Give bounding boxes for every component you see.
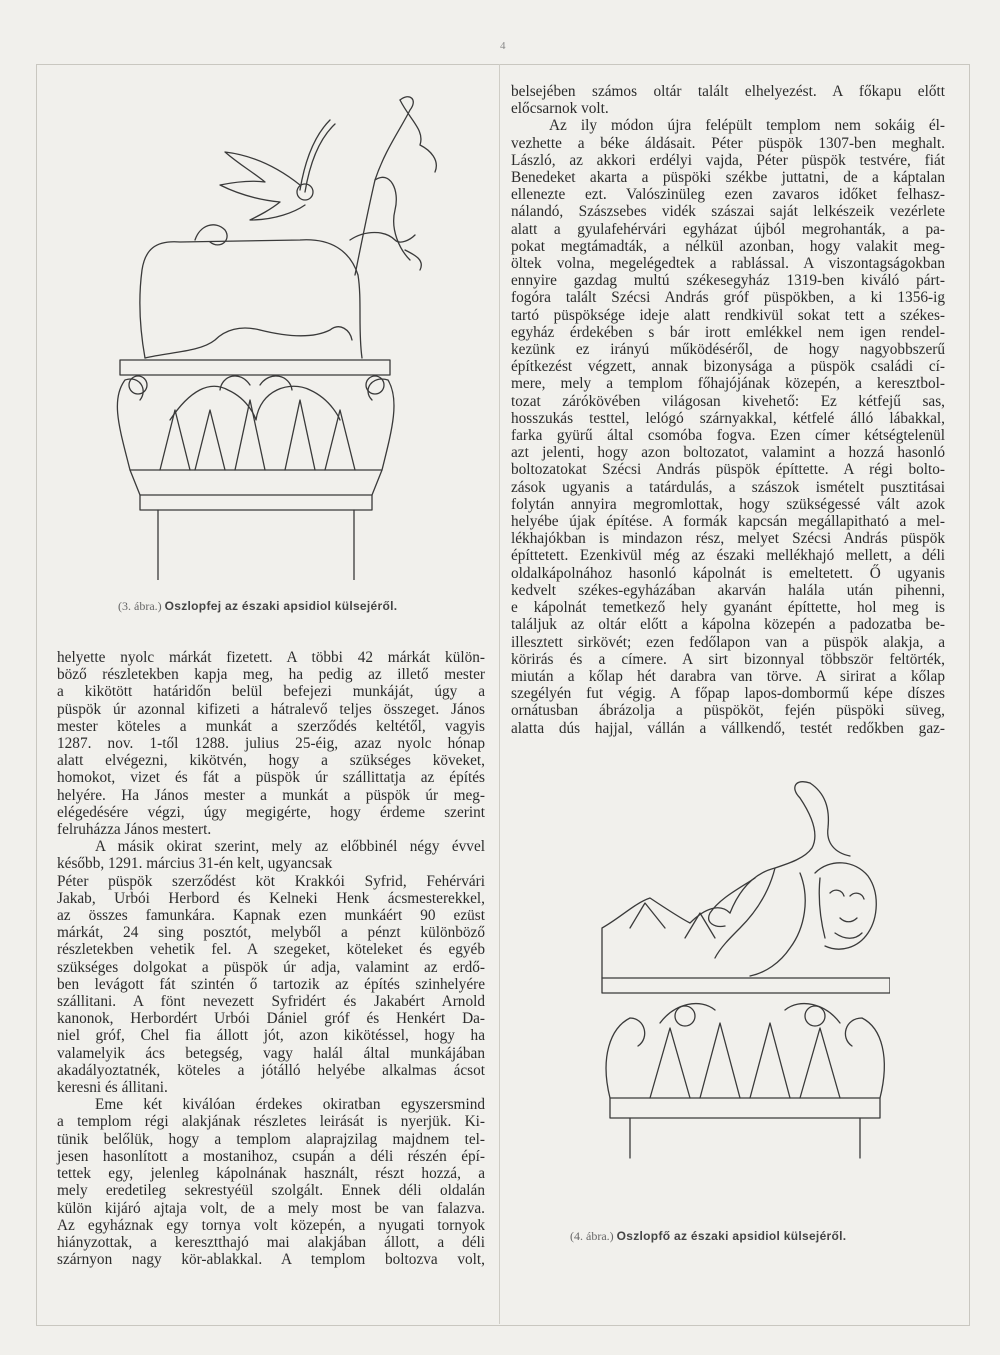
text-line: boltozatokat Szécsi András püspök építtette. A régi bolto- (511, 461, 945, 479)
text-line: öltek volna, megelégedtek a rablással. A viszontagságokban (511, 255, 945, 273)
text-line: Eme két kiválóan érdekes okiratban egyszersmind (95, 1096, 485, 1114)
text-line: Az ily módon újra felépült templom nem sokáig él- (549, 117, 945, 135)
text-line: egyház érdekében s bár irott emlékkel nem igen rendel- (511, 323, 945, 341)
text-line: zások ugyanis a tatárdulás, a szászok ismételt pusztitásai (511, 478, 945, 496)
text-line: püspök úr azonnal kifizeti a hátralevő teljes összeget. János (57, 700, 485, 718)
text-line: pokat megtámadták, a nélkül azonban, hogy valakit meg- (511, 237, 945, 255)
text-line: tettek egy, jelenleg kápolnának használt, részt hozzá, a (57, 1165, 485, 1183)
text-line: alatt elvégezni, kikötvén, hogy a szükséges köveket, (57, 752, 485, 770)
text-line: kanonok, Herbordért Urbói Dániel gróf és Henkért Da- (57, 1010, 485, 1028)
text-line: szükséges dolgokat a püspök úr adja, valamint az erdő- (57, 958, 485, 976)
text-line: azt jelenti, hogy azon boltozatot, valamint a hozzá hasonló (511, 444, 945, 462)
text-line: oldalkápolnához hasonló kápolnát is emeltetett. Ő ugyanis (511, 564, 945, 582)
text-line: nálandó, Szászsebes vidék szászai saját lelkészeik vezérlete (511, 203, 945, 221)
text-line: László, az akkori erdélyi vajda, Péter püspök testvére, fiát (511, 151, 945, 169)
text-line: helyére. Ha János mester a munkát a püspök úr meg- (57, 786, 485, 804)
text-line: építtetett. Ezenkivül még az északi mellékhajó mellett, a déli (511, 547, 945, 565)
text-line: ennyire gazdag multú székesegyház 1319-ben kiváló párt- (511, 272, 945, 290)
text-line: jesen hasonlított a mostanihoz, csupán a déli részén épí- (57, 1147, 485, 1165)
figure-3-number: (3. ábra.) (118, 599, 162, 613)
text-line: helyébe újak építése. A formák kapcsán megállapitható a mel- (511, 513, 945, 531)
text-line: fogóra talált Szécsi András gróf püspökben, a ki 1356-ig (511, 289, 945, 307)
text-line: kezünk ez irányú működéséről, de hogy nagyobbszerű (511, 341, 945, 359)
text-line: építkezést végzett, annak bizonysága a püspök családi cí- (511, 358, 945, 376)
text-line: hosszukás testtel, lelógó szárnyakkal, kétfelé álló lábakkal, (511, 409, 945, 427)
text-line: Az egyháznak egy tornya volt közepén, a nyugati tornyok (57, 1216, 485, 1234)
figure-3-caption-text: Oszlopfej az északi apsidiol külsejéről. (164, 599, 398, 613)
figure-3-caption (118, 599, 397, 614)
text-line: ben levágott fát szintén ő tartozik az építés szinhelyére (57, 975, 485, 993)
text-line: folytán annyira megromlottak, hogy szükségessé vált azok (511, 495, 945, 513)
text-line: részletekben vehetik fel. A szegeket, köteleket és egyéb (57, 941, 485, 959)
figure-3-illustration (100, 90, 460, 580)
text-line: Péter püspök szerződést köt Krakkói Syfrid, Fehérvári (57, 872, 485, 890)
text-line: farka gyürű által csomóba fogva. Ezen címer kétségtelenül (511, 427, 945, 445)
text-line: tozat zárókövében világosan kivehető: Ez kétfejű sas, (511, 392, 945, 410)
figure-4-caption-text: Oszlopfő az északi apsidiol külsejéről. (616, 1229, 847, 1243)
text-line: mere, mely a templom főhajójának közepén, a keresztbol- (511, 375, 945, 393)
text-line: előcsarnok volt. (511, 100, 609, 118)
text-line: miután a kőlap hét darabra van törve. A sirirat a kőlap (511, 667, 945, 685)
text-line: hiányzottak, a keresztthajó mai alakjában állott, a déli (57, 1233, 485, 1251)
text-line: szegélyén fut végig. A főpap lapos-dombormű képe díszes (511, 685, 945, 703)
text-line: akadályoztatnék, köteles a jótálló helyébe alkalmas ácsot (57, 1061, 485, 1079)
text-line: kedvelt székes-egyházában akarván halála után pihenni, (511, 581, 945, 599)
column-divider (499, 64, 500, 1324)
text-line: a kikötött határidőn belül befejezi munkáját, úgy a (57, 683, 485, 701)
text-line: Jakab, Urbói Herbord és Kelneki Henk ácsmesterekkel, (57, 889, 485, 907)
text-line: helyette nyolc márkát fizetett. A többi 42 márkát külön- (57, 649, 485, 666)
text-line: találjuk az oltár előtt a kápolna közepén a padozatba be- (511, 616, 945, 634)
text-line: később, 1291. március 31-én kelt, ugyancsak (57, 855, 333, 873)
figure-4-number: (4. ábra.) (570, 1229, 614, 1243)
text-line: homokot, vizet és fát a püspök úr szállittatja az építés (57, 769, 485, 787)
text-line: külön kijáró ajtaja volt, de a mely most be van falazva. (57, 1199, 485, 1217)
text-line: ellenezte ezt. Valószinüleg ezen zavaros időket felhasz- (511, 186, 945, 204)
figure-4-caption (570, 1229, 846, 1244)
text-line: az összes famunkára. Kapnak ezen munkáért 90 ezüst (57, 907, 485, 925)
page-number: 4 (500, 40, 506, 52)
text-line: ornátusban ábrázolja a püspököt, fején püspöki süveg, (511, 702, 945, 720)
text-line: szállitani. A fönt nevezett Syfridért és Jakabért Arnold (57, 993, 485, 1011)
text-line: böző részletekben kapja meg, ha pedig az illető mester (57, 666, 485, 684)
left-text-column (57, 649, 485, 1268)
text-line: mester köteles a munkát a szerződés keltétől, vagyis (57, 717, 485, 735)
text-line: lékhajókban is mindazon rész, melyet Szécsi András püspök (511, 530, 945, 548)
right-text-column (511, 83, 945, 737)
text-line: illesztett sirkövét; ezen fedőlapon van a püspök alakja, a (511, 633, 945, 651)
text-line: elégedésére végzi, úgy megigérte, hogy érdeme szerint (57, 803, 485, 821)
text-line: 1287. nov. 1-től 1288. julius 25-éig, azaz nyolc hónap (57, 735, 485, 753)
text-line: tünik belőlük, hogy a templom alaprajzilag majdnem tel- (57, 1130, 485, 1148)
text-line: vezhette a béke áldásait. Péter püspök 1307-ben meghalt. (511, 134, 945, 152)
text-line: alatta dús hajjal, vállán a vállkendő, testét redőkben gaz- (511, 719, 945, 737)
text-line: Benedeket akarta a püspöki székbe juttatni, de a káptalan (511, 169, 945, 187)
text-line: niel gróf, Chel fia állott jót, azon kikötéssel, hogy ha (57, 1027, 485, 1045)
text-line: alatt a gyulafehérvári egyházat újból megrohanták, a pa- (511, 220, 945, 238)
text-line: mely eredetileg sekrestyéül szolgált. Ennek déli oldalán (57, 1182, 485, 1200)
text-line: szárnyon nagy kör-ablakkal. A templom boltozva volt, (57, 1251, 485, 1269)
text-line: keresni és állitani. (57, 1079, 168, 1097)
text-line: tartó püspöksége ideje alatt rendkivül sokat tett a székes- (511, 306, 945, 324)
text-line: belsejében számos oltár talált elhelyezést. A főkapu előtt (511, 83, 945, 100)
text-line: a templom régi alakjának részletes leirását is nyerjük. Ki- (57, 1113, 485, 1131)
text-line: valamelyik ács betegség, vagy halál által munkájában (57, 1044, 485, 1062)
text-line: körirás és a címere. A sirt bizonnyal többször feltörték, (511, 650, 945, 668)
figure-4-illustration (590, 778, 890, 1168)
text-line: A másik okirat szerint, mely az előbbinél négy évvel (95, 838, 485, 856)
text-line: márkát, 24 sing posztót, melyből a pénzt különböző (57, 924, 485, 942)
text-line: e kápolnát temetkező hely gyanánt építtette, hol meg is (511, 599, 945, 617)
text-line: felruházza János mestert. (57, 821, 212, 839)
